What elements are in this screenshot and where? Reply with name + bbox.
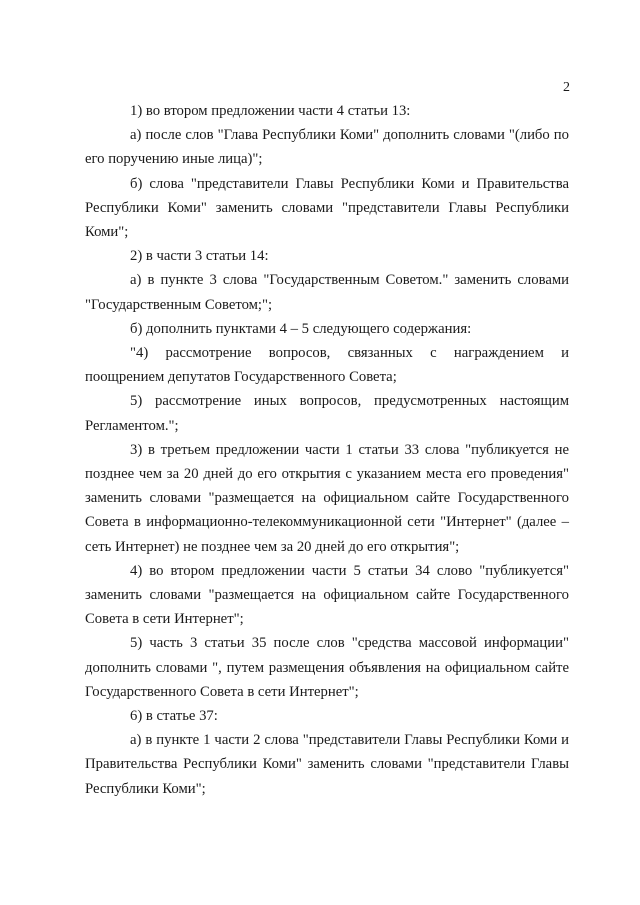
paragraph-6: 6) в статье 37: bbox=[130, 708, 218, 725]
paragraph-6a: а) в пункте 1 части 2 слова "представители Главы Республики Коми и Правительства Республики Коми" заменить словами "представители Главы Республики Коми"; bbox=[85, 732, 569, 797]
paragraph-2b-item-4: "4) рассмотрение вопросов, связанных с награждением и поощрением депутатов Государственного Совета; bbox=[85, 345, 569, 386]
paragraph-2: 2) в части 3 статьи 14: bbox=[130, 248, 269, 265]
paragraph-3: 3) в третьем предложении части 1 статьи 33 слова "публикуется не позднее чем за 20 дней до его открытия с указанием места его проведения" заменить словами "размещается на официальном сайте Государственного Совета в информационно-телекоммуникационной сети "Интернет" (далее – сеть Интернет) не позднее чем за 20 дней до его открытия"; bbox=[85, 441, 569, 555]
page-number: 2 bbox=[563, 80, 570, 95]
paragraph-1a: а) после слов "Глава Республики Коми" дополнить словами "(либо по его поручению иные лица)"; bbox=[85, 127, 569, 168]
paragraph-1: 1) во втором предложении части 4 статьи 13: bbox=[130, 103, 411, 119]
paragraph-4: 4) во втором предложении части 5 статьи 34 слово "публикуется" заменить словами "размещается на официальном сайте Государственного Совета в сети Интернет"; bbox=[85, 562, 569, 628]
paragraph-5: 5) часть 3 статьи 35 после слов "средства массовой информации" дополнить словами ", путем размещения объявления на официальном сайте Государственного Совета в сети Интернет"; bbox=[85, 635, 569, 700]
paragraph-2a: а) в пункте 3 слова "Государственным Советом." заменить словами "Государственным Советом;"; bbox=[85, 272, 569, 313]
paragraph-2b: б) дополнить пунктами 4 – 5 следующего содержания: bbox=[130, 320, 472, 337]
document-body bbox=[85, 99, 569, 801]
paragraph-1b: б) слова "представители Главы Республики Коми и Правительства Республики Коми" заменить словами "представители Главы Республики Коми"; bbox=[85, 175, 569, 241]
paragraph-2b-item-5: 5) рассмотрение иных вопросов, предусмотренных настоящим Регламентом."; bbox=[85, 393, 569, 434]
